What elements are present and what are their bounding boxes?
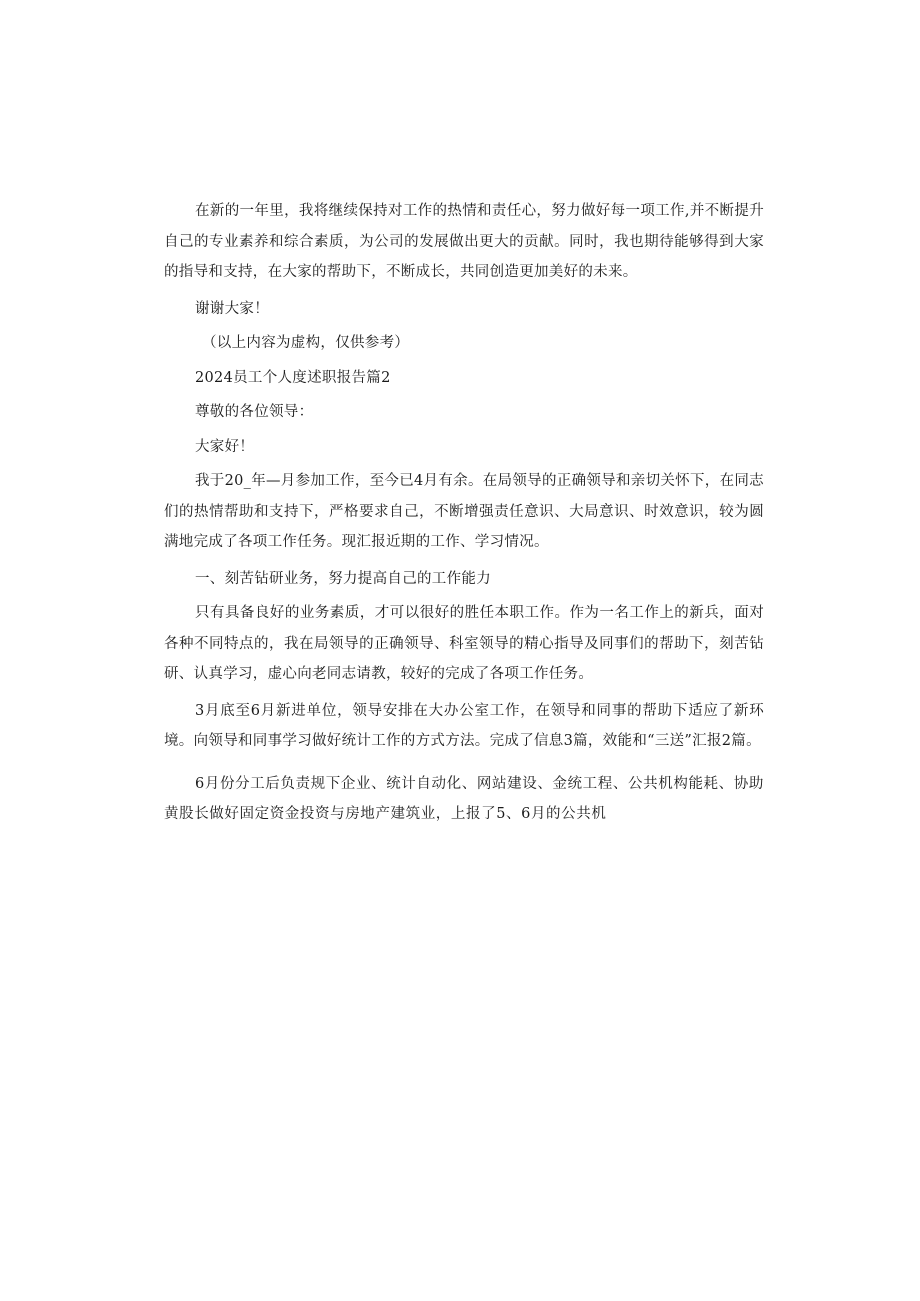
- paragraph-june-duties: 6月份分工后负责规下企业、统计自动化、网站建设、金统工程、公共机构能耗、协助黄股长做好固定资金投资与房地产建筑业，上报了5、6月的公共机: [164, 775, 764, 822]
- document-body: [164, 196, 764, 836]
- paragraph-salutation: 尊敬的各位领导：: [195, 404, 314, 420]
- paragraph-new-unit: 3月底至6月新进单位，领导安排在大办公室工作，在领导和同事的帮助下适应了新环境。向领导和同事学习做好统计工作的方式方法。完成了信息3篇，效能和“三送”汇报2篇。: [164, 702, 764, 749]
- paragraph-closing-outlook: 在新的一年里，我将继续保持对工作的热情和责任心，努力做好每一项工作,并不断提升自己的专业素养和综合素质，为公司的发展做出更大的贡献。同时，我也期待能够得到大家的指导和支持，在大家的帮助下，不断成长，共同创造更加美好的未来。: [164, 203, 764, 280]
- paragraph-business-study: 只有具备良好的业务素质，才可以很好的胜任本职工作。作为一名工作上的新兵，面对各种不同特点的，我在局领导的正确领导、科室领导的精心指导及同事们的帮助下，刻苦钻研、认真学习，虚心向老同志请教，较好的完成了各项工作任务。: [164, 605, 764, 682]
- paragraph-greeting: 大家好！: [195, 438, 255, 455]
- paragraph-thanks: 谢谢大家！: [195, 300, 269, 317]
- paragraph-disclaimer: （以上内容为虚构，仅供参考）: [202, 335, 410, 351]
- paragraph-introduction: 我于20_年—月参加工作，至今已4月有余。在局领导的正确领导和亲切关怀下，在同志们的热情帮助和支持下，严格要求自己，不断增强责任意识、大局意识、时效意识，较为圆满地完成了各项工作任务。现汇报近期的工作、学习情况。: [164, 473, 764, 550]
- heading-section-one: 一、刻苦钻研业务，努力提高自己的工作能力: [195, 570, 491, 587]
- section-title: 2024员工个人度述职报告篇2: [195, 369, 391, 386]
